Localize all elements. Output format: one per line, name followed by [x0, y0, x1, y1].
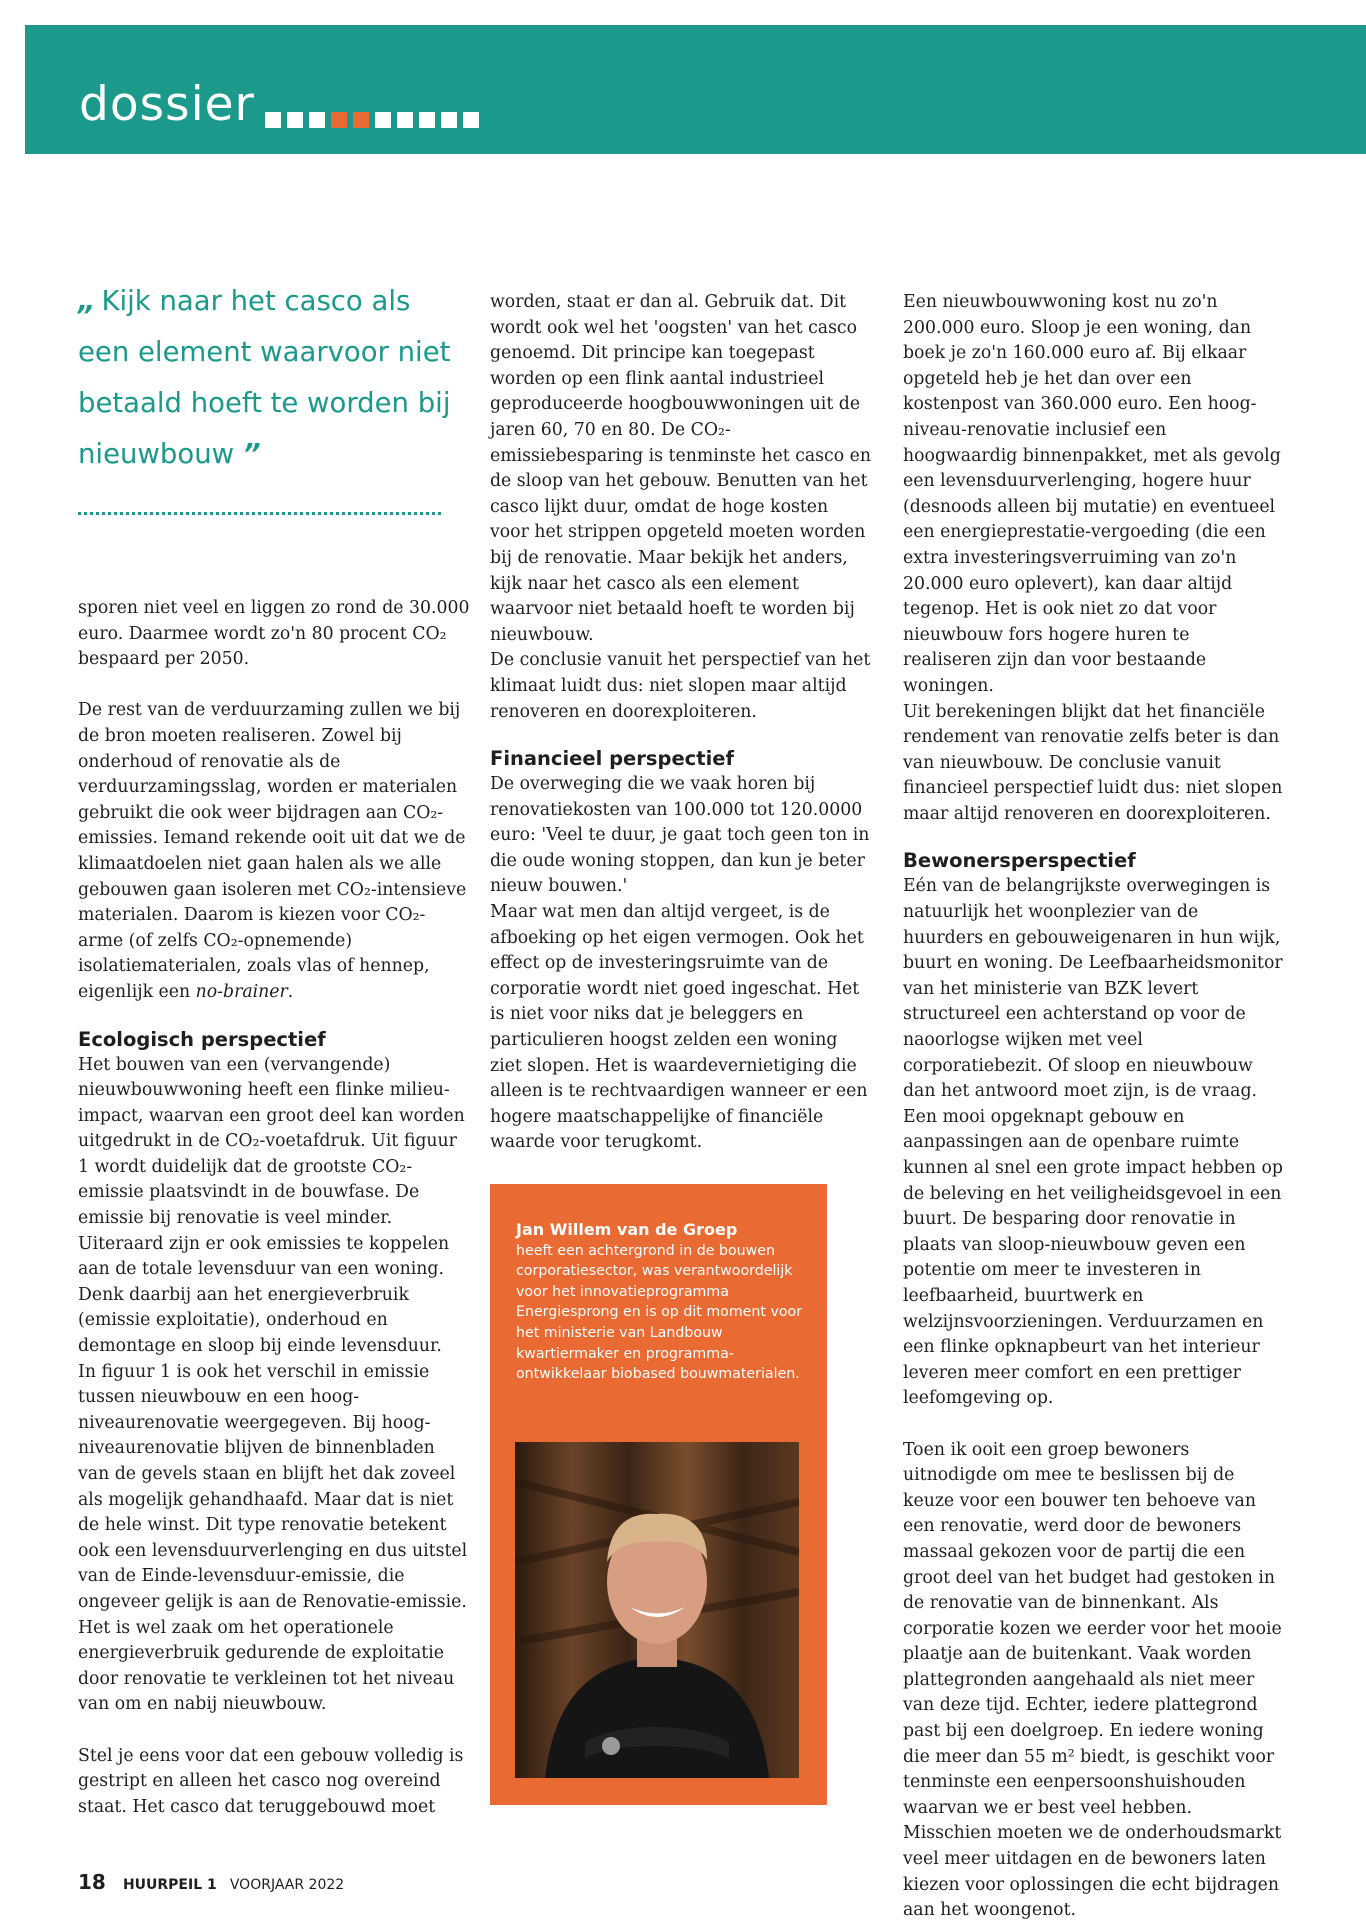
paragraph: Stel je eens voor dat een gebouw volledig is gestript en alleen het casco nog overeind staat. Het casco dat teruggebouwd moet: [78, 1745, 464, 1817]
page-footer: [78, 1870, 344, 1894]
paragraph: sporen niet veel en liggen zo rond de 30.000 euro. Daarmee wordt zo'n 80 procent CO₂ bespaard per 2050.: [78, 598, 470, 670]
emphasis-no-brainer: no-brainer: [195, 981, 288, 1002]
decoration-square: [309, 112, 325, 128]
paragraph: De conclusie vanuit het perspectief van het klimaat luidt dus: niet slopen maar altijd renoveren en doorexploiteren.: [490, 650, 871, 722]
decoration-square: [441, 112, 457, 128]
heading-ecologisch-perspectief: Ecologisch perspectief: [78, 1027, 326, 1051]
author-bio: [516, 1220, 806, 1385]
paragraph: Toen ik ooit een groep bewoners uitnodigde om mee te beslissen bij de keuze voor een bouwer ten behoeve van een renovatie, werd door de bewoners massaal gekozen voor de partij die een groot deel van het budget had gestoken in de renovatie van de binnenkant. Als corporatie kozen we eerder voor het mooie plaatje aan de buitenkant. Vaak worden plattegronden aangehaald als niet meer van deze tijd. Echter, iedere plattegrond past bij een doelgroep. En iedere woning die meer dan 55 m² biedt, is geschikt voor tenminste een eenpersoonshuishouden waarvan we er best veel hebben. Misschien moeten we de onderhoudsmarkt veel meer uitdagen en de bewoners laten kiezen voor oplossingen die echt bijdragen aan het woongenot.: [903, 1439, 1282, 1921]
paragraph: worden, staat er dan al. Gebruik dat. Dit wordt ook wel het 'oogsten' van het casco genoemd. Dit principe kan toegepast worden op een flink aantal industrieel geproduceerde hoogbouwwoningen uit de jaren 60, 70 en 80. De CO₂-emissiebesparing is tenminste het casco en de sloop van het gebouw. Benutten van het casco lijkt duur, omdat de hoge kosten voor het strippen opgeteld moeten worden bij de renovatie. Maar bekijk het anders, kijk naar het casco als een element waarvoor niet betaald hoeft te worden bij nieuwbouw.: [490, 292, 871, 645]
section-title: dossier: [79, 77, 255, 132]
author-description: heeft een achtergrond in de bouwen corporatiesector, was verantwoordelijk voor het innovatieprogramma Energiesprong en is op dit moment voor het ministerie van Landbouw kwartiermaker en programma-ontwikkelaar biobased bouwmaterialen.: [516, 1242, 803, 1383]
decoration-square: [375, 112, 391, 128]
pull-quote-text: Kijk naar het casco als een element waarvoor niet betaald hoeft te worden bij nieuwbouw: [78, 285, 451, 470]
paragraph: De rest van de verduurzaming zullen we bij de bron moeten realiseren. Zowel bij onderhoud of renovatie als de verduurzamingsslag, worden er materialen gebruikt die ook weer bijdragen aan CO₂-emissies. Iemand rekende ooit uit dat we de klimaatdoelen niet gaan halen als we alle gebouwen gaan isoleren met CO₂-intensieve materialen. Daarom is kiezen voor CO₂-arme (of zelfs CO₂-opnemende) isolatiematerialen, zoals vlas of hennep, eigenlijk een no-brainer.: [78, 700, 467, 1002]
open-quote-mark: „: [78, 285, 93, 317]
article-column-2: [490, 290, 872, 1156]
header-decoration-squares: [265, 112, 479, 128]
decoration-square: [287, 112, 303, 128]
paragraph: De overweging die we vaak horen bij renovatiekosten van 100.000 tot 120.0000 euro: 'Veel te duur, je gaat toch geen ton in die oude woning stoppen, dan kun je beter nieuw bouwen.': [490, 774, 870, 897]
pull-quote: [78, 276, 458, 480]
magazine-name: HUURPEIL 1: [122, 1877, 217, 1893]
decoration-square: [331, 112, 347, 128]
author-portrait-icon: [515, 1442, 799, 1778]
author-bio-box: [490, 1184, 827, 1805]
paragraph: In figuur 1 is ook het verschil in emissie tussen nieuwbouw en een hoog-niveaurenovatie weergegeven. Bij hoog-niveaurenovatie blijven de binnenbladen van de gevels staan en blijft het dak zoveel als mogelijk gehandhaafd. Maar dat is niet de hele winst. Dit type renovatie betekent ook een levensduurverlenging en dus uitstel van de Einde-levensduur-emissie, die ongeveer gelijk is aan de Renovatie-emissie. Het is wel zaak om het operationele energieverbruik gedurende de exploitatie door renovatie te verkleinen tot het niveau van om en nabij nieuwbouw.: [78, 1361, 468, 1715]
decoration-square: [353, 112, 369, 128]
decoration-square: [463, 112, 479, 128]
decoration-square: [419, 112, 435, 128]
paragraph: Eén van de belangrijkste overwegingen is natuurlijk het woonplezier van de huurders en gebouweigenaren in hun wijk, buurt en woning. De Leefbaarheidsmonitor van het ministerie van BZK levert structureel een achterstand op voor de naoorlogse wijken met veel corporatiebezit. Of sloop en nieuwbouw dan het antwoord moet zijn, is de vraag. Een mooi opgeknapt gebouw en aanpassingen aan de openbare ruimte kunnen al snel een grote impact hebben op de beleving en het veiligheidsgevoel in een buurt. De besparing door renovatie in plaats van sloop-nieuwbouw geven een potentie om meer te investeren in leefbaarheid, buurtwerk en welzijnsvoorzieningen. Verduurzamen en een flinke opknapbeurt van het interieur leveren meer comfort en een prettiger leefomgeving op.: [903, 876, 1283, 1409]
paragraph: Het bouwen van een (vervangende) nieuwbouwwoning heeft een flinke milieu-impact, waarvan een groot deel kan worden uitgedrukt in de CO₂-voetafdruk. Uit figuur 1 wordt duidelijk dat de grootste CO₂-emissie plaatsvindt in de bouwfase. De emissie bij renovatie is veel minder. Uiteraard zijn er ook emissies te koppelen aan de totale levensduur van een woning. Denk daarbij aan het energieverbruik (emissie exploitatie), onderhoud en demontage en sloop bij einde levensduur.: [78, 1054, 465, 1357]
section-header: [25, 25, 1366, 154]
decoration-square: [265, 112, 281, 128]
close-quote-mark: ”: [242, 438, 258, 470]
article-column-3: [903, 290, 1283, 1924]
heading-financieel-perspectief: Financieel perspectief: [490, 747, 734, 771]
article-column-1: [78, 596, 470, 1820]
heading-bewonersperspectief: Bewonersperspectief: [903, 849, 1136, 873]
decoration-square: [397, 112, 413, 128]
paragraph: Maar wat men dan altijd vergeet, is de afboeking op het eigen vermogen. Ook het effect op de investeringsruimte van de corporatie wordt niet goed ingeschat. Het is niet voor niks dat je beleggers en particulieren hoogst zelden een woning ziet slopen. Het is waardevernietiging die alleen is te rechtvaardigen wanneer er een hogere maatschappelijke of financiële waarde voor terugkomt.: [490, 902, 868, 1153]
issue-label: VOORJAAR 2022: [229, 1877, 345, 1893]
author-photo: [515, 1442, 799, 1778]
paragraph: Een nieuwbouwwoning kost nu zo'n 200.000 euro. Sloop je een woning, dan boek je zo'n 160.000 euro af. Bij elkaar opgeteld heb je het dan over een kostenpost van 360.000 euro. Een hoog-niveau-renovatie inclusief een hoogwaardig binnenpakket, met als gevolg een levensduurverlenging, hogere huur (desnoods alleen bij mutatie) en eventueel een energieprestatie-vergoeding (die een extra investeringsverruiming van zo'n 20.000 euro oplevert), kan daar altijd tegenop. Het is ook niet zo dat voor nieuwbouw fors hogere huren te realiseren zijn dan voor bestaande woningen.: [903, 292, 1281, 696]
page-number: 18: [78, 1870, 106, 1894]
pull-quote-divider: [78, 512, 441, 515]
author-name: Jan Willem van de Groep: [516, 1220, 738, 1239]
paragraph: Uit berekeningen blijkt dat het financiële rendement van renovatie zelfs beter is dan van nieuwbouw. De conclusie vanuit financieel perspectief luidt dus: niet slopen maar altijd renoveren en doorexploiteren.: [903, 701, 1283, 824]
